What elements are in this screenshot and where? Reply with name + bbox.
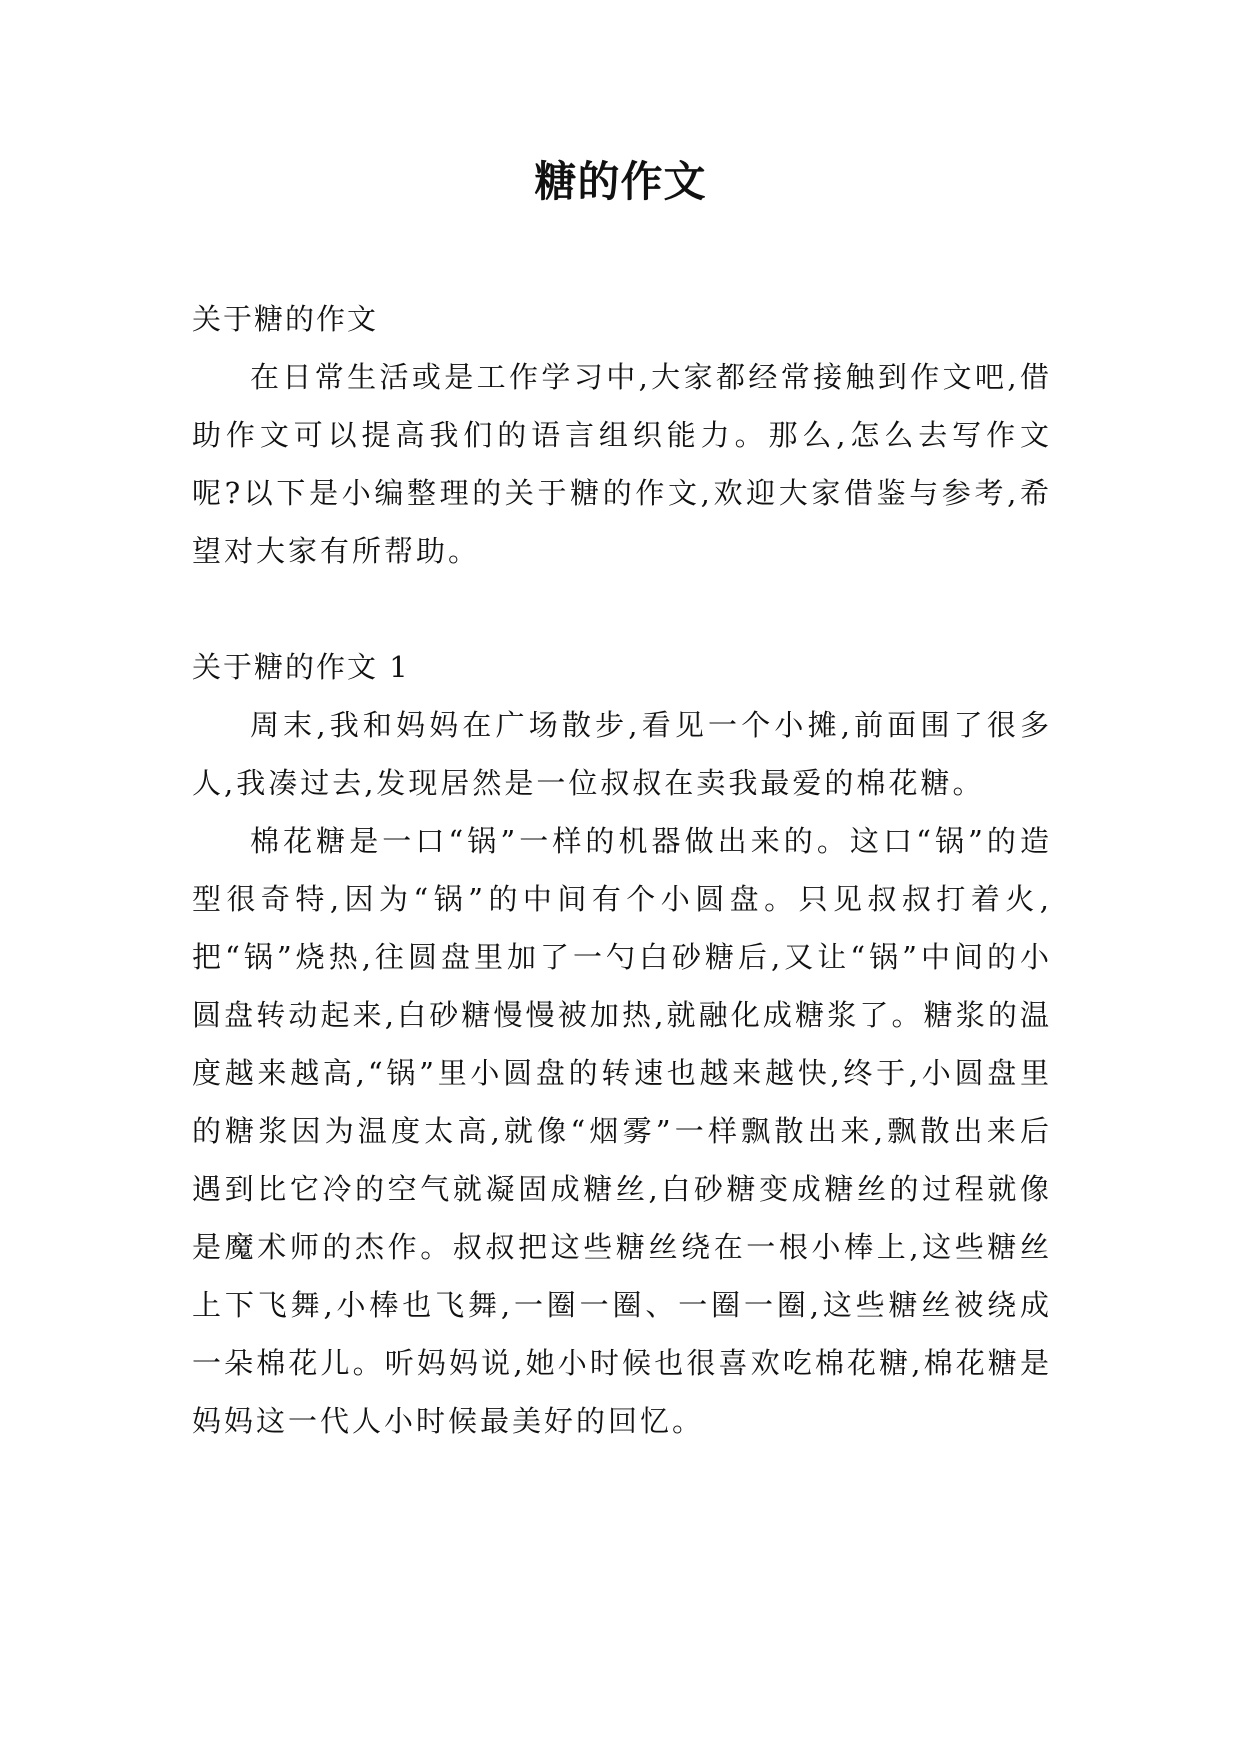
intro-paragraph: 在日常生活或是工作学习中,大家都经常接触到作文吧,借助作文可以提高我们的语言组织能力。那么,怎么去写作文呢?以下是小编整理的关于糖的作文,欢迎大家借鉴与参考,希望对大家有所帮助。 <box>192 360 1052 568</box>
section-spacer <box>192 580 1052 638</box>
essay-1-heading: 关于糖的作文 1 <box>192 650 410 684</box>
intro-heading: 关于糖的作文 <box>192 302 379 336</box>
document-title: 糖的作文 <box>534 157 707 206</box>
essay-1-paragraph-1: 周末,我和妈妈在广场散步,看见一个小摊,前面围了很多人,我凑过去,发现居然是一位叔叔在卖我最爱的棉花糖。 <box>192 708 1052 800</box>
essay-1-paragraph-2: 棉花糖是一口“锅”一样的机器做出来的。这口“锅”的造型很奇特,因为“锅”的中间有个小圆盘。只见叔叔打着火,把“锅”烧热,往圆盘里加了一勺白砂糖后,又让“锅”中间的小圆盘转动起来,白砂糖慢慢被加热,就融化成糖浆了。糖浆的温度越来越高,“锅”里小圆盘的转速也越来越快,终于,小圆盘里的糖浆因为温度太高,就像“烟雾”一样飘散出来,飘散出来后遇到比它冷的空气就凝固成糖丝,白砂糖变成糖丝的过程就像是魔术师的杰作。叔叔把这些糖丝绕在一根小棒上,这些糖丝上下飞舞,小棒也飞舞,一圈一圈、一圈一圈,这些糖丝被绕成一朵棉花儿。听妈妈说,她小时候也很喜欢吃棉花糖,棉花糖是妈妈这一代人小时候最美好的回忆。 <box>192 824 1052 1438</box>
document-body <box>192 290 1052 1450</box>
